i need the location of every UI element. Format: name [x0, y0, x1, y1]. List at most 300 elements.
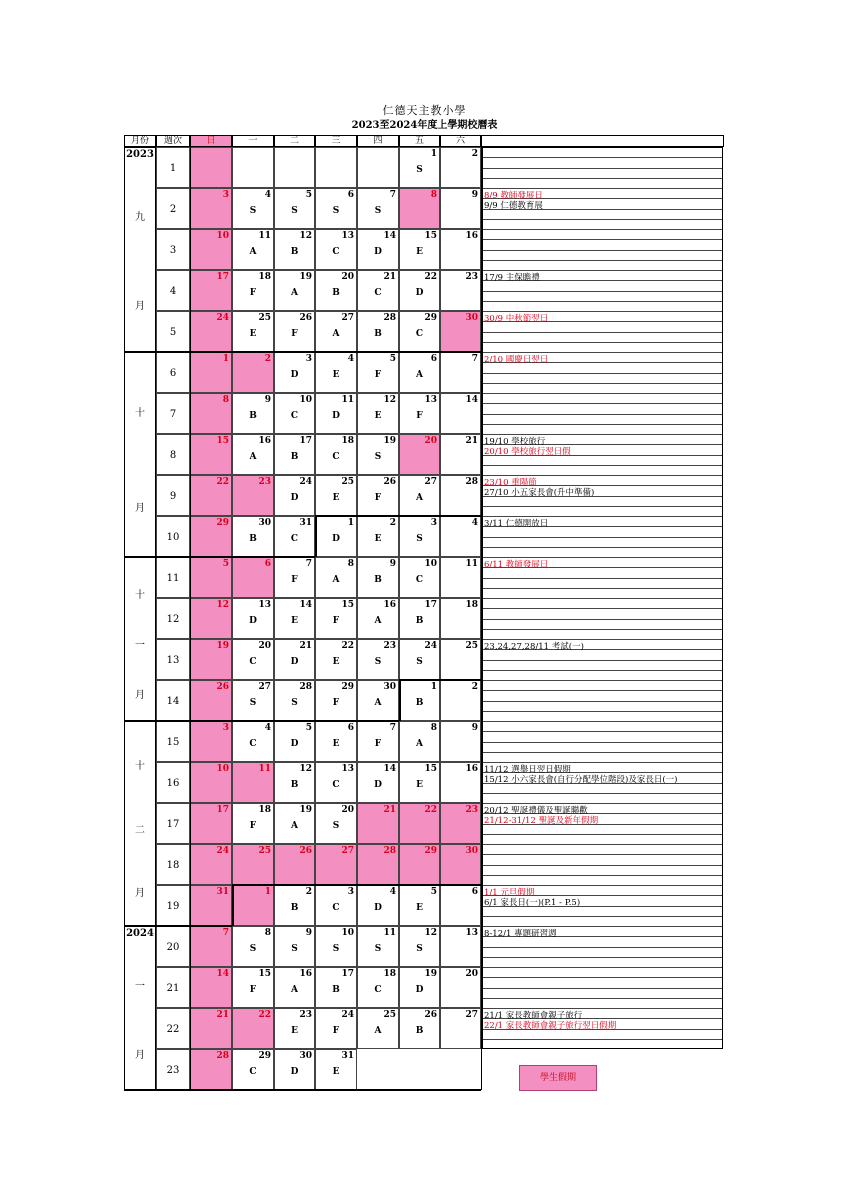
day-cell: [190, 393, 232, 434]
week-number: 4: [156, 270, 190, 311]
day-cell: [440, 557, 481, 598]
week-number: 8: [156, 434, 190, 475]
note-text: 20/10 學校旅行翌日假: [484, 447, 571, 458]
day-number: 8: [347, 559, 354, 569]
day-number: 28: [465, 477, 478, 487]
day-number: 6: [471, 887, 478, 897]
day-number: 8: [222, 395, 229, 405]
day-number: 6: [430, 354, 437, 364]
day-number: 22: [341, 641, 354, 651]
day-number: 11: [258, 764, 271, 774]
day-cycle-code: F: [416, 411, 423, 421]
day-cycle-code: C: [249, 657, 257, 667]
day-cycle-code: D: [290, 493, 299, 503]
day-cell: [190, 475, 232, 516]
day-cycle-code: S: [374, 452, 382, 462]
day-cell: [399, 434, 440, 475]
day-cycle-code: D: [415, 985, 424, 995]
day-number: 3: [347, 887, 354, 897]
note-text: 21/1 家長教師會親子旅行: [484, 1011, 583, 1021]
day-number: 17: [341, 969, 354, 979]
day-cell: [399, 311, 440, 352]
day-number: 19: [299, 805, 312, 815]
note-text: 17/9 主保瞻禮: [484, 273, 540, 283]
day-cell: [232, 270, 274, 311]
day-number: 1: [264, 887, 271, 897]
day-number: 11: [341, 395, 354, 405]
month-boundary-line: [399, 680, 401, 721]
day-cycle-code: F: [374, 370, 382, 380]
day-number: 18: [383, 969, 396, 979]
day-cycle-code: F: [249, 985, 257, 995]
note-text: 6/1 家長日(一)(P.1 - P.5): [484, 898, 581, 909]
day-cell: [274, 557, 315, 598]
day-cell: [315, 188, 357, 229]
day-cycle-code: F: [332, 698, 340, 708]
day-cycle-code: A: [332, 329, 340, 339]
day-cell: [357, 188, 399, 229]
day-cycle-code: B: [374, 329, 382, 339]
week-number: 17: [156, 803, 190, 844]
day-cycle-code: A: [416, 739, 423, 749]
day-number: 27: [424, 477, 437, 487]
month-boundary-line: [315, 516, 317, 557]
day-number: 15: [216, 436, 229, 446]
day-number: 30: [383, 682, 396, 692]
day-number: 27: [341, 313, 354, 323]
day-number: 9: [264, 395, 271, 405]
day-cycle-code: E: [291, 616, 298, 626]
day-cell: [440, 311, 481, 352]
month-boundary-line: [124, 720, 190, 722]
day-number: 12: [424, 928, 437, 938]
day-cell: [315, 721, 357, 762]
day-cycle-code: S: [291, 698, 298, 708]
note-text: 6/11 教師發展日: [484, 560, 549, 570]
day-cell: [357, 434, 399, 475]
day-number: 22: [258, 1010, 271, 1020]
day-number: 25: [465, 641, 478, 651]
day-cell: [399, 721, 440, 762]
day-cell: [274, 311, 315, 352]
day-number: 1: [222, 354, 229, 364]
day-number: 25: [258, 313, 271, 323]
day-number: 19: [383, 436, 396, 446]
day-number: 16: [465, 231, 478, 241]
day-number: 23: [299, 1010, 312, 1020]
day-cell: [399, 762, 440, 803]
day-number: 19: [216, 641, 229, 651]
day-cell: [357, 639, 399, 680]
day-cell: [190, 885, 232, 926]
month-char: 十: [135, 760, 145, 772]
day-number: 18: [258, 272, 271, 282]
week-number: 7: [156, 393, 190, 434]
day-number: 11: [383, 928, 396, 938]
day-cell: [315, 516, 357, 557]
day-cycle-code: C: [332, 780, 340, 790]
day-cycle-code: E: [416, 903, 423, 913]
day-number: 16: [465, 764, 478, 774]
day-cell: [232, 926, 274, 967]
day-cell: [357, 557, 399, 598]
month-boundary-line: [190, 147, 191, 1090]
day-cycle-code: C: [332, 452, 340, 462]
day-cell: [399, 598, 440, 639]
day-number: 30: [299, 1051, 312, 1061]
day-cell: [315, 475, 357, 516]
day-cell: [399, 557, 440, 598]
day-cell: [399, 352, 440, 393]
day-number: 28: [383, 313, 396, 323]
day-cell: [232, 393, 274, 434]
day-number: 2: [471, 149, 478, 159]
day-number: 19: [299, 272, 312, 282]
day-number: 9: [471, 190, 478, 200]
day-number: 29: [424, 846, 437, 856]
day-cell: [190, 844, 232, 885]
month-boundary-line: [190, 720, 399, 722]
day-cycle-code: A: [374, 616, 382, 626]
day-cell: [357, 311, 399, 352]
day-cycle-code: S: [374, 944, 382, 954]
month-block: [124, 147, 156, 352]
month-boundary-line: [190, 351, 481, 353]
day-number: 10: [424, 559, 437, 569]
year-label: 2023: [126, 149, 154, 160]
day-cell: [399, 885, 440, 926]
note-text: 23/10 重陽節: [484, 478, 537, 488]
month-boundary-line: [190, 925, 232, 927]
day-cell: [357, 475, 399, 516]
day-number: 21: [299, 641, 312, 651]
day-number: 27: [465, 1010, 478, 1020]
day-cycle-code: E: [374, 411, 382, 421]
day-cell: [274, 926, 315, 967]
day-cycle-code: D: [290, 739, 299, 749]
day-cell: [440, 885, 481, 926]
day-cell: [274, 967, 315, 1008]
day-number: 30: [465, 846, 478, 856]
day-cell: [399, 188, 440, 229]
day-cycle-code: F: [291, 329, 298, 339]
day-number: 29: [341, 682, 354, 692]
day-cell: [274, 229, 315, 270]
day-number: 25: [258, 846, 271, 856]
day-number: 3: [305, 354, 312, 364]
day-number: 25: [383, 1010, 396, 1020]
day-cell: [440, 680, 481, 721]
month-char: 九: [135, 211, 145, 223]
day-cycle-code: C: [332, 247, 340, 257]
month-char: 一: [135, 980, 145, 992]
day-cell: [315, 680, 357, 721]
day-cycle-code: C: [290, 411, 299, 421]
month-boundary-line: [190, 556, 315, 558]
day-cell: [399, 393, 440, 434]
day-cell: [315, 147, 357, 188]
day-cell: [190, 680, 232, 721]
header-day-wed: 三: [315, 135, 357, 147]
day-number: 8: [430, 723, 437, 733]
day-cell: [274, 188, 315, 229]
day-cell: [440, 270, 481, 311]
day-cycle-code: A: [291, 821, 298, 831]
day-cycle-code: C: [249, 1067, 257, 1077]
day-cell: [440, 475, 481, 516]
day-cycle-code: D: [249, 616, 257, 626]
day-number: 3: [222, 723, 229, 733]
day-cell: [232, 885, 274, 926]
day-cell: [440, 762, 481, 803]
day-cell: [440, 926, 481, 967]
day-cell: [232, 557, 274, 598]
day-number: 13: [258, 600, 271, 610]
day-number: 22: [424, 805, 437, 815]
day-cycle-code: F: [374, 493, 382, 503]
day-number: 24: [216, 313, 229, 323]
day-cell: [274, 270, 315, 311]
month-boundary-line: [124, 556, 190, 558]
day-cell: [274, 1008, 315, 1049]
day-cell: [232, 475, 274, 516]
day-cell: [232, 803, 274, 844]
day-cell: [315, 844, 357, 885]
week-number: 19: [156, 885, 190, 926]
day-cell: [315, 229, 357, 270]
header-day-fri: 五: [399, 135, 440, 147]
day-number: 18: [258, 805, 271, 815]
day-cell: [190, 967, 232, 1008]
day-cell: [274, 147, 315, 188]
day-cell: [357, 967, 399, 1008]
note-text: 23,24,27,28/11 考試(一): [484, 642, 584, 652]
day-number: 8: [264, 928, 271, 938]
day-cell: [274, 516, 315, 557]
day-cell: [190, 557, 232, 598]
note-text: 8/9 教師發展日: [484, 191, 543, 201]
day-cell: [357, 926, 399, 967]
day-number: 26: [299, 846, 312, 856]
day-number: 23: [465, 805, 478, 815]
day-cycle-code: S: [416, 944, 423, 954]
day-cell: [440, 434, 481, 475]
day-number: 2: [264, 354, 271, 364]
day-cell: [315, 270, 357, 311]
week-number: 16: [156, 762, 190, 803]
month-char: 月: [135, 690, 145, 701]
note-text: 22/1 家長教師會親子旅行翌日假期: [484, 1021, 617, 1032]
day-cell: [232, 352, 274, 393]
day-number: 10: [216, 231, 229, 241]
week-number: 1: [156, 147, 190, 188]
month-boundary-line: [315, 515, 481, 517]
day-cycle-code: F: [249, 821, 257, 831]
day-cycle-code: C: [374, 985, 382, 995]
day-number: 22: [424, 272, 437, 282]
day-cell: [357, 885, 399, 926]
day-cell: [357, 229, 399, 270]
day-cycle-code: F: [332, 616, 340, 626]
note-text: 2/10 國慶日翌日: [484, 355, 549, 365]
month-boundary-line: [232, 885, 234, 926]
day-cycle-code: S: [374, 657, 382, 667]
note-text: 9/9 仁德教育展: [484, 201, 543, 212]
note-text: 20/12 聖誕禮儀及聖誕聯歡: [484, 806, 588, 816]
day-cell: [274, 803, 315, 844]
day-cycle-code: E: [332, 657, 340, 667]
day-cell: [232, 1008, 274, 1049]
day-cell: [232, 147, 274, 188]
note-text: 8-12/1 專題研習週: [484, 929, 557, 939]
day-cell: [399, 147, 440, 188]
day-number: 29: [216, 518, 229, 528]
month-boundary-line: [481, 147, 483, 1049]
day-number: 29: [258, 1051, 271, 1061]
day-cell: [190, 1049, 232, 1090]
day-cell: [399, 844, 440, 885]
day-number: 15: [341, 600, 354, 610]
day-cell: [190, 516, 232, 557]
day-number: 24: [424, 641, 437, 651]
day-cell: [190, 803, 232, 844]
day-number: 13: [341, 764, 354, 774]
header-notes: [481, 135, 724, 147]
day-cell: [232, 311, 274, 352]
day-cell: [440, 598, 481, 639]
day-number: 31: [216, 887, 229, 897]
week-number: 5: [156, 311, 190, 352]
day-cell: [357, 844, 399, 885]
day-cell: [190, 434, 232, 475]
day-number: 2: [389, 518, 396, 528]
day-cell: [190, 147, 232, 188]
day-number: 1: [430, 682, 437, 692]
header-day-sun: 日: [190, 135, 232, 147]
day-number: 16: [258, 436, 271, 446]
day-cell: [315, 598, 357, 639]
day-cycle-code: A: [291, 985, 298, 995]
day-cell: [440, 721, 481, 762]
day-cell: [357, 393, 399, 434]
day-cell: [315, 311, 357, 352]
day-number: 20: [424, 436, 437, 446]
day-cell: [274, 475, 315, 516]
day-cell: [357, 680, 399, 721]
day-cycle-code: D: [374, 903, 382, 913]
month-boundary-line: [315, 1089, 481, 1091]
day-cell: [232, 639, 274, 680]
day-cell: [357, 762, 399, 803]
day-number: 28: [383, 846, 396, 856]
week-number: 23: [156, 1049, 190, 1090]
day-number: 23: [465, 272, 478, 282]
week-number: 18: [156, 844, 190, 885]
day-cycle-code: S: [249, 944, 257, 954]
day-cell: [315, 393, 357, 434]
week-number: 3: [156, 229, 190, 270]
day-cell: [399, 803, 440, 844]
day-cycle-code: B: [332, 985, 340, 995]
day-number: 5: [305, 190, 312, 200]
note-text: 19/10 學校旅行: [484, 437, 546, 447]
day-cell: [315, 1008, 357, 1049]
day-number: 28: [216, 1051, 229, 1061]
day-number: 7: [305, 559, 312, 569]
day-number: 30: [465, 313, 478, 323]
week-number: 12: [156, 598, 190, 639]
day-number: 27: [258, 682, 271, 692]
day-cell: [440, 393, 481, 434]
day-cycle-code: A: [332, 575, 340, 585]
day-cell: [190, 188, 232, 229]
day-number: 9: [305, 928, 312, 938]
day-cell: [274, 680, 315, 721]
notes-column: [481, 147, 723, 1049]
day-number: 31: [341, 1051, 354, 1061]
day-cell: [190, 229, 232, 270]
day-cycle-code: A: [374, 1026, 382, 1036]
day-cycle-code: D: [332, 534, 340, 544]
day-number: 21: [383, 272, 396, 282]
day-cycle-code: E: [416, 247, 423, 257]
month-char: 十: [135, 407, 145, 419]
month-boundary-line: [232, 884, 481, 886]
day-cell: [232, 680, 274, 721]
day-cell: [232, 967, 274, 1008]
day-number: 21: [383, 805, 396, 815]
header-month: 月份: [124, 135, 156, 147]
day-number: 6: [264, 559, 271, 569]
year-label: 2024: [126, 928, 154, 939]
day-number: 12: [216, 600, 229, 610]
day-number: 7: [471, 354, 478, 364]
header-week: 週次: [156, 135, 190, 147]
day-cell: [357, 516, 399, 557]
day-cycle-code: E: [374, 534, 382, 544]
day-cell: [399, 967, 440, 1008]
day-cycle-code: S: [291, 944, 298, 954]
day-number: 10: [216, 764, 229, 774]
day-cycle-code: C: [290, 534, 299, 544]
day-number: 13: [341, 231, 354, 241]
day-number: 26: [383, 477, 396, 487]
day-number: 14: [465, 395, 478, 405]
note-text: 15/12 小六家長會(自行分配學位階段)及家長日(一): [484, 775, 678, 786]
day-number: 30: [258, 518, 271, 528]
day-cell: [399, 639, 440, 680]
day-number: 4: [471, 518, 478, 528]
day-cell: [399, 229, 440, 270]
month-boundary-line: [399, 679, 481, 681]
day-cell: [399, 1008, 440, 1049]
day-number: 19: [424, 969, 437, 979]
day-cell: [232, 434, 274, 475]
day-cycle-code: F: [249, 288, 257, 298]
day-cycle-code: A: [249, 247, 257, 257]
week-number: 14: [156, 680, 190, 721]
day-cell: [357, 352, 399, 393]
day-number: 14: [383, 764, 396, 774]
day-cell: [315, 352, 357, 393]
day-number: 24: [216, 846, 229, 856]
day-cell: [232, 516, 274, 557]
legend-student-holiday: 學生假期: [519, 1065, 597, 1091]
day-cycle-code: D: [332, 411, 340, 421]
day-cycle-code: B: [415, 698, 424, 708]
day-cycle-code: B: [374, 575, 382, 585]
header-day-mon: 一: [232, 135, 274, 147]
